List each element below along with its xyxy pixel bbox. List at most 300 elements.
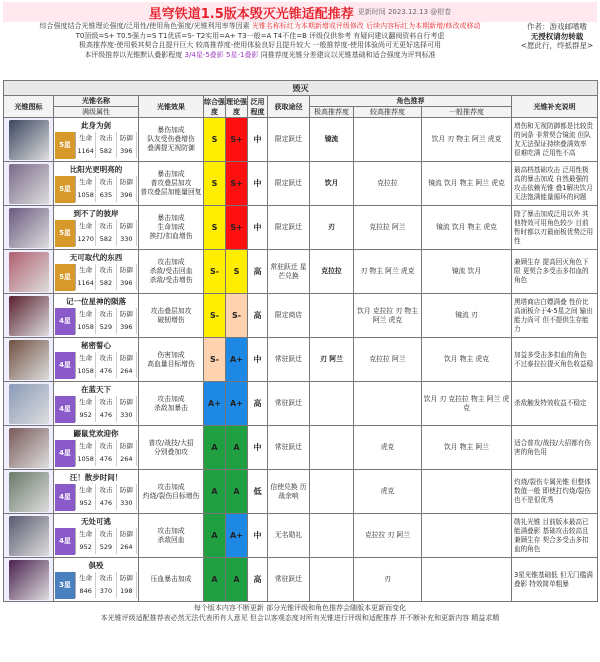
lightcone-name: 俱殁 [88, 561, 104, 570]
effect-line: 暴击加成 [157, 170, 185, 178]
method-cell: 限定跃迁 [268, 206, 310, 250]
effect-line: 压血暴击加成 [150, 575, 192, 583]
lightcone-info [54, 294, 139, 338]
col-name: 光锥名称 [54, 96, 139, 107]
rec-low-cell: 镜流 饮月 [422, 250, 512, 294]
atk-value: 582 [96, 233, 116, 246]
rec-high-cell: 镜流 [310, 118, 354, 162]
effect-line: 杀敌回血 [157, 535, 185, 544]
col-name-sub: 满级属性 [54, 107, 139, 118]
lightcone-icon [9, 384, 49, 424]
effect-line: 暴击加成 [157, 214, 185, 222]
table-row [4, 294, 598, 338]
lightcone-icon-cell [4, 118, 54, 162]
freq-cell: 中 [248, 162, 268, 206]
lightcone-info [54, 206, 139, 250]
freq-cell: 中 [248, 514, 268, 558]
atk-label: 攻击 [96, 440, 116, 453]
note-cell: 加益多受击多扣血的角色 不过泰拉拉提灭角色收益稳 [512, 338, 598, 382]
lightcone-name: 秘密誓心 [81, 341, 111, 350]
def-value: 330 [117, 409, 137, 422]
def-label: 防御 [117, 528, 137, 541]
atk-label: 攻击 [96, 352, 116, 365]
hp-label: 生命 [76, 176, 96, 189]
lightcone-name: 到不了的彼岸 [73, 209, 119, 218]
rec-mid-cell: 虎克 [354, 426, 422, 470]
intro-line4-suffix: 同推荐度光锥分差建议以光锥基础和适合强度为评判标准 [260, 50, 436, 59]
rec-low-cell: 镜流 刃 [422, 294, 512, 338]
atk-label: 攻击 [96, 308, 116, 321]
table-body [4, 118, 598, 602]
lightcone-icon [9, 340, 49, 380]
def-label: 防御 [117, 484, 137, 497]
hp-value: 1270 [76, 233, 96, 246]
atk-value: 476 [96, 365, 116, 378]
table-row [4, 162, 598, 206]
comp-grade: S- [204, 338, 226, 382]
note-cell: 最高档基础攻击 泛用性极高的暴击加成 自然最强的攻击依赖光锥 叠1解决饮月无法饱满能量循环的问题 [512, 162, 598, 206]
effect-line: 杀敌加暴击 [154, 403, 188, 412]
def-label: 防御 [117, 132, 137, 145]
comp-grade: S [204, 206, 226, 250]
star-badge: 5星 [55, 264, 75, 291]
atk-value: 370 [96, 585, 116, 598]
rec-low-cell: 饮月 刃 物主 阿兰 虎克 [422, 118, 512, 162]
effect-line: 普攻叠层加能量回复 [140, 188, 202, 196]
hp-value: 952 [76, 409, 96, 422]
col-comp: 综合强度 [204, 97, 225, 116]
effect-cell [139, 294, 204, 338]
col-method: 获取途径 [268, 96, 310, 118]
table-row [4, 426, 598, 470]
def-value: 396 [117, 321, 137, 334]
theory-grade: A+ [226, 514, 248, 558]
theory-grade: S- [226, 294, 248, 338]
rec-low-cell [422, 558, 512, 602]
def-label: 防御 [117, 396, 137, 409]
intro-line4-prefix: 本评级推荐以光锥默认叠影程度 [84, 50, 183, 59]
method-cell: 限定跃迁 [268, 162, 310, 206]
def-value: 396 [117, 189, 137, 202]
effect-cell [139, 470, 204, 514]
lightcone-icon [9, 208, 49, 248]
note-cell: 增伤和无视防御都是比较贵的词条 非常契合镜流 但队友无法保证持续叠满效率 很难吃满 泛用性不高 [512, 118, 598, 162]
rec-low-cell: 镜流 饮月 物主 虎克 [422, 206, 512, 250]
atk-value: 582 [96, 277, 116, 290]
freq-cell: 中 [248, 206, 268, 250]
method-cell: 限定跃迁 [268, 118, 310, 162]
rec-high-cell [310, 558, 354, 602]
table-row [4, 250, 598, 294]
lightcone-table [3, 80, 598, 602]
hp-label: 生命 [76, 352, 96, 365]
effect-cell [139, 338, 204, 382]
rec-mid-cell: 刃 物主 阿兰 虎克 [354, 250, 422, 294]
lightcone-icon-cell [4, 206, 54, 250]
lightcone-info [54, 338, 139, 382]
effect-line: 普攻叠层加攻 [150, 179, 192, 187]
freq-cell: 中 [248, 118, 268, 162]
star-badge: 5星 [55, 220, 75, 247]
atk-label: 攻击 [96, 572, 116, 585]
stats-block [75, 308, 137, 335]
atk-label: 攻击 [96, 264, 116, 277]
method-cell: 无名勋礼 [268, 514, 310, 558]
comp-grade: A [204, 514, 226, 558]
effect-line: 分别叠加攻 [154, 447, 188, 456]
method-cell: 常驻跃迁 [268, 338, 310, 382]
theory-grade: S+ [226, 162, 248, 206]
rec-high-cell [310, 514, 354, 558]
effect-cell [139, 382, 204, 426]
effect-line: 伤害加成 [157, 350, 185, 359]
rec-high-cell [310, 426, 354, 470]
intro-line1-red: 光锥名称标红为本期新增或评级修改 后续内容标红为本期新增/修改或移动 [251, 22, 481, 30]
effect-cell [139, 162, 204, 206]
method-cell: 信使兑换 历战余响 [268, 470, 310, 514]
def-value: 330 [117, 233, 137, 246]
effect-line: 攻击叠层加攻 [150, 306, 192, 315]
rec-high-cell: 刃 [310, 206, 354, 250]
hp-value: 1058 [76, 189, 96, 202]
rec-low-cell [422, 470, 512, 514]
rec-low-cell [422, 514, 512, 558]
lightcone-icon [9, 252, 49, 292]
table-row [4, 382, 598, 426]
comp-grade: S [204, 162, 226, 206]
freq-cell: 高 [248, 250, 268, 294]
lightcone-icon-cell [4, 294, 54, 338]
rec-low-cell: 饮月 物主 虎克 [422, 338, 512, 382]
effect-line: 杀敌/受击增伤 [149, 276, 193, 284]
rec-high-cell: 饮月 [310, 162, 354, 206]
intro-line2: T0顶级=S+ T0.5强力=S T1优质=S- T2实用=A+ T3一般=A T4不佳=B 评级仅供参考 有疑问建议翻阅资料自行考虑 [75, 31, 445, 40]
lightcone-info [54, 514, 139, 558]
hp-value: 1164 [76, 145, 96, 158]
star-badge: 3星 [55, 572, 75, 599]
method-cell: 常驻跃迁 [268, 382, 310, 426]
lightcone-name: 在蓝天下 [81, 385, 111, 394]
theory-grade: S [226, 250, 248, 294]
effect-line: 暴伤加成 [157, 126, 185, 134]
effect-cell [139, 206, 204, 250]
lightcone-icon [9, 164, 49, 204]
lightcone-icon-cell [4, 162, 54, 206]
freq-cell: 中 [248, 426, 268, 470]
lightcone-icon-cell [4, 250, 54, 294]
rec-mid-cell: 克拉拉 阿兰 [354, 206, 422, 250]
lightcone-icon-cell [4, 426, 54, 470]
lightcone-info [54, 426, 139, 470]
effect-line: 灼烧/裂伤目标增伤 [142, 491, 200, 500]
col-effect: 光锥效果 [139, 96, 204, 118]
col-rec-mid: 较高推荐度 [354, 107, 422, 118]
comp-grade: A [204, 470, 226, 514]
atk-value: 582 [96, 145, 116, 158]
stats-block [75, 528, 137, 555]
def-value: 330 [117, 497, 137, 510]
effect-cell [139, 558, 204, 602]
footer-line2: 本光锥评级适配推荐表必然无法代表所有人意见 但会以客观态度对所有光锥进行评级和适配推荐 并不断补充和更新内容 精益求精 [100, 614, 500, 622]
hp-label: 生命 [76, 132, 96, 145]
col-rec-high: 极高推荐度 [310, 107, 354, 118]
hp-label: 生命 [76, 264, 96, 277]
atk-label: 攻击 [96, 528, 116, 541]
method-cell: 限定商店 [268, 294, 310, 338]
intro-line1: 综合强度结合光锥理论强度/泛用性/使用角色强度/光锥利用率等因素 [39, 22, 250, 30]
stats-block [75, 484, 137, 511]
def-label: 防御 [117, 264, 137, 277]
title-bar [3, 2, 597, 22]
col-theory: 理论强度 [226, 97, 247, 116]
star-badge: 4星 [55, 484, 75, 511]
def-label: 防御 [117, 220, 137, 233]
rec-mid-cell: 克拉拉 刃 阿兰 [354, 514, 422, 558]
table-row [4, 558, 598, 602]
atk-value: 476 [96, 409, 116, 422]
method-cell: 常驻跃迁 [268, 426, 310, 470]
hp-label: 生命 [76, 308, 96, 321]
hp-label: 生命 [76, 396, 96, 409]
lightcone-info [54, 558, 139, 602]
def-value: 396 [117, 145, 137, 158]
freq-cell: 低 [248, 470, 268, 514]
effect-line: 攻击加成 [157, 394, 185, 403]
hp-label: 生命 [76, 572, 96, 585]
rec-high-cell [310, 382, 354, 426]
stats-block [75, 264, 137, 291]
lightcone-info [54, 470, 139, 514]
effect-cell [139, 426, 204, 470]
comp-grade: A+ [204, 382, 226, 426]
hp-value: 1058 [76, 453, 96, 466]
hp-label: 生命 [76, 220, 96, 233]
theory-grade: A [226, 470, 248, 514]
table-row [4, 206, 598, 250]
footer-line1: 每个版本内容不断更新 部分光锥评级和角色推荐会随版本更新而变化 [193, 604, 407, 612]
atk-value: 476 [96, 453, 116, 466]
atk-label: 攻击 [96, 484, 116, 497]
effect-cell [139, 118, 204, 162]
path-label: 毁灭 [4, 81, 598, 96]
rec-mid-cell: 饮月 克拉拉 刃 物主 阿兰 虎克 [354, 294, 422, 338]
rec-mid-cell: 刃 [354, 558, 422, 602]
hp-value: 1058 [76, 321, 96, 334]
note-cell: 适合普攻/战技/大招都有伤害的角色用 [512, 426, 598, 470]
rec-low-cell: 饮月 物主 阿兰 [422, 426, 512, 470]
lightcone-icon [9, 120, 49, 160]
freq-cell: 高 [248, 294, 268, 338]
effect-line: 挨打/扣血增伤 [149, 232, 193, 240]
def-label: 防御 [117, 176, 137, 189]
lightcone-icon-cell [4, 382, 54, 426]
effect-cell [139, 514, 204, 558]
comp-grade: A [204, 426, 226, 470]
def-label: 防御 [117, 352, 137, 365]
lightcone-info [54, 382, 139, 426]
rec-high-cell: 刃 阿兰 [310, 338, 354, 382]
intro-section [3, 22, 597, 80]
lightcone-info [54, 118, 139, 162]
atk-value: 529 [96, 321, 116, 334]
rec-high-cell: 克拉拉 [310, 250, 354, 294]
lightcone-name: 无可取代的东西 [69, 253, 123, 262]
effect-line: 普攻/战技/大招 [148, 438, 194, 447]
atk-value: 529 [96, 541, 116, 554]
hp-value: 846 [76, 585, 96, 598]
effect-line: 生命加成 [157, 223, 185, 231]
theory-grade: A+ [226, 382, 248, 426]
stats-block [75, 132, 137, 159]
def-label: 防御 [117, 440, 137, 453]
intro-line4-purple: 3/4星-5叠影 5星-1叠影 [184, 50, 259, 59]
lightcone-icon-cell [4, 514, 54, 558]
note-cell: 3星光锥基础低 但无门槛满叠影 特效简单粗暴 [512, 558, 598, 602]
theory-grade: A [226, 558, 248, 602]
table-row [4, 470, 598, 514]
rec-mid-cell: 虎克 [354, 470, 422, 514]
star-badge: 5星 [55, 176, 75, 203]
def-label: 防御 [117, 308, 137, 321]
def-label: 防御 [117, 572, 137, 585]
hp-value: 1164 [76, 277, 96, 290]
stats-block [75, 176, 137, 203]
atk-label: 攻击 [96, 176, 116, 189]
lightcone-name: 汪！散步时间！ [69, 473, 123, 482]
atk-label: 攻击 [96, 396, 116, 409]
theory-grade: A [226, 426, 248, 470]
effect-line: 高血量目标增伤 [147, 359, 195, 368]
table-row [4, 118, 598, 162]
theory-grade: S+ [226, 118, 248, 162]
note-cell: 除了暴击加成泛用以外 其他特效可用角色较少 目前暂时都以刃最面板优势泛用性 [512, 206, 598, 250]
col-note: 光锥补充说明 [512, 96, 598, 118]
author-block [517, 22, 597, 80]
hp-label: 生命 [76, 440, 96, 453]
effect-line: 杀敌/受击回血 [149, 267, 193, 275]
atk-label: 攻击 [96, 132, 116, 145]
lightcone-icon [9, 296, 49, 336]
hp-value: 1058 [76, 365, 96, 378]
lightcone-name: 记一位星神的陨落 [66, 297, 126, 306]
lightcone-icon [9, 560, 49, 600]
effect-line: 攻击加成 [157, 482, 185, 491]
freq-cell: 高 [248, 558, 268, 602]
effect-cell [139, 250, 204, 294]
note-cell: 兼顾生存 提高回灭角色下限 更契合多受击多扣血的角色 [512, 250, 598, 294]
stats-block [75, 572, 137, 599]
def-value: 264 [117, 541, 137, 554]
page-title: 星穹铁道1.5版本毁灭光锥适配推荐 [148, 6, 354, 22]
stats-block [75, 440, 137, 467]
lightcone-icon [9, 428, 49, 468]
lightcone-name: 比阳光更明亮的 [69, 165, 123, 174]
star-badge: 4星 [55, 528, 75, 555]
effect-line: 叠满提无视防御 [147, 144, 195, 152]
freq-cell: 中 [248, 338, 268, 382]
col-rec: 角色推荐 [310, 96, 512, 107]
comp-grade: A [204, 558, 226, 602]
author-line: 作者：游戏邮嗜嗜 [527, 22, 587, 31]
note-cell: 黑塔商店白嫖满叠 性价比高面板介于4-5星之间 输出能力尚可 但不提供生存能力 [512, 294, 598, 338]
rec-high-cell [310, 470, 354, 514]
comp-grade: S- [204, 250, 226, 294]
intro-line3: 极高推荐度-使用极其契合且提升巨大 较高推荐度-使用体验良好且提升较大 一般推荐度-使用体验尚可无更好选择可用 [78, 41, 442, 49]
def-value: 264 [117, 365, 137, 378]
star-badge: 4星 [55, 440, 75, 467]
rec-mid-cell [354, 382, 422, 426]
star-badge: 4星 [55, 308, 75, 335]
effect-line: 攻击加成 [157, 526, 185, 535]
atk-value: 635 [96, 189, 116, 202]
rec-mid-cell: 克拉拉 阿兰 [354, 338, 422, 382]
atk-value: 476 [96, 497, 116, 510]
hp-value: 952 [76, 497, 96, 510]
method-cell: 常驻跃迁 [268, 558, 310, 602]
method-cell: 常驻跃迁 星芒兑换 [268, 250, 310, 294]
col-rec-low: 一般推荐度 [422, 107, 512, 118]
atk-label: 攻击 [96, 220, 116, 233]
star-badge: 4星 [55, 396, 75, 423]
hp-label: 生命 [76, 528, 96, 541]
def-value: 396 [117, 277, 137, 290]
stats-block [75, 396, 137, 423]
col-freq: 泛用程度 [248, 96, 268, 118]
note-cell: 灼烧/裂伤专属光锥 但整体数值一般 即使打灼烧/裂伤也不是很优秀 [512, 470, 598, 514]
note-cell: 杀敌触发特效收益不稳定 [512, 382, 598, 426]
effect-line: 攻击加成 [157, 258, 185, 266]
rec-high-cell [310, 294, 354, 338]
lightcone-icon-cell [4, 470, 54, 514]
lightcone-icon [9, 516, 49, 556]
footer [3, 603, 597, 623]
def-value: 264 [117, 453, 137, 466]
update-time: 更新时间 2023.12.13 @柑卷 [357, 8, 452, 16]
intro-text [3, 22, 517, 80]
theory-grade: S+ [226, 206, 248, 250]
rec-mid-cell [354, 118, 422, 162]
star-badge: 4星 [55, 352, 75, 379]
freq-cell: 高 [248, 382, 268, 426]
table-row [4, 514, 598, 558]
motto-line: <愿此行，终抵群星> [520, 41, 594, 50]
lightcone-name: 此身为剑 [81, 121, 111, 130]
lightcone-icon-cell [4, 558, 54, 602]
rec-low-cell: 饮月 刃 克拉拉 物主 阿兰 虎克 [422, 382, 512, 426]
col-icon: 光锥图标 [4, 96, 54, 118]
lightcone-info [54, 250, 139, 294]
star-badge: 5星 [55, 132, 75, 159]
lightcone-name: 无处可逃 [81, 517, 111, 526]
lightcone-icon [9, 472, 49, 512]
effect-line: 破韧增伤 [157, 315, 185, 324]
table-row [4, 338, 598, 382]
lightcone-icon-cell [4, 338, 54, 382]
theory-grade: A+ [226, 338, 248, 382]
comp-grade: S [204, 118, 226, 162]
copyright-line: 无授权请勿转载 [530, 31, 584, 41]
rec-low-cell: 镜流 饮月 物主 阿兰 虎克 [422, 162, 512, 206]
effect-line: 队友受伤叠增伤 [147, 135, 195, 143]
hp-label: 生命 [76, 484, 96, 497]
def-value: 198 [117, 585, 137, 598]
hp-value: 952 [76, 541, 96, 554]
note-cell: 勋礼光锥 目前版本最高已能满叠影 基础攻击较高且兼顾生存 契合多受击多扣血的角色 [512, 514, 598, 558]
comp-grade: S- [204, 294, 226, 338]
rec-mid-cell: 克拉拉 [354, 162, 422, 206]
stats-block [75, 352, 137, 379]
lightcone-name: 鼹鼠党欢迎你 [73, 429, 119, 438]
